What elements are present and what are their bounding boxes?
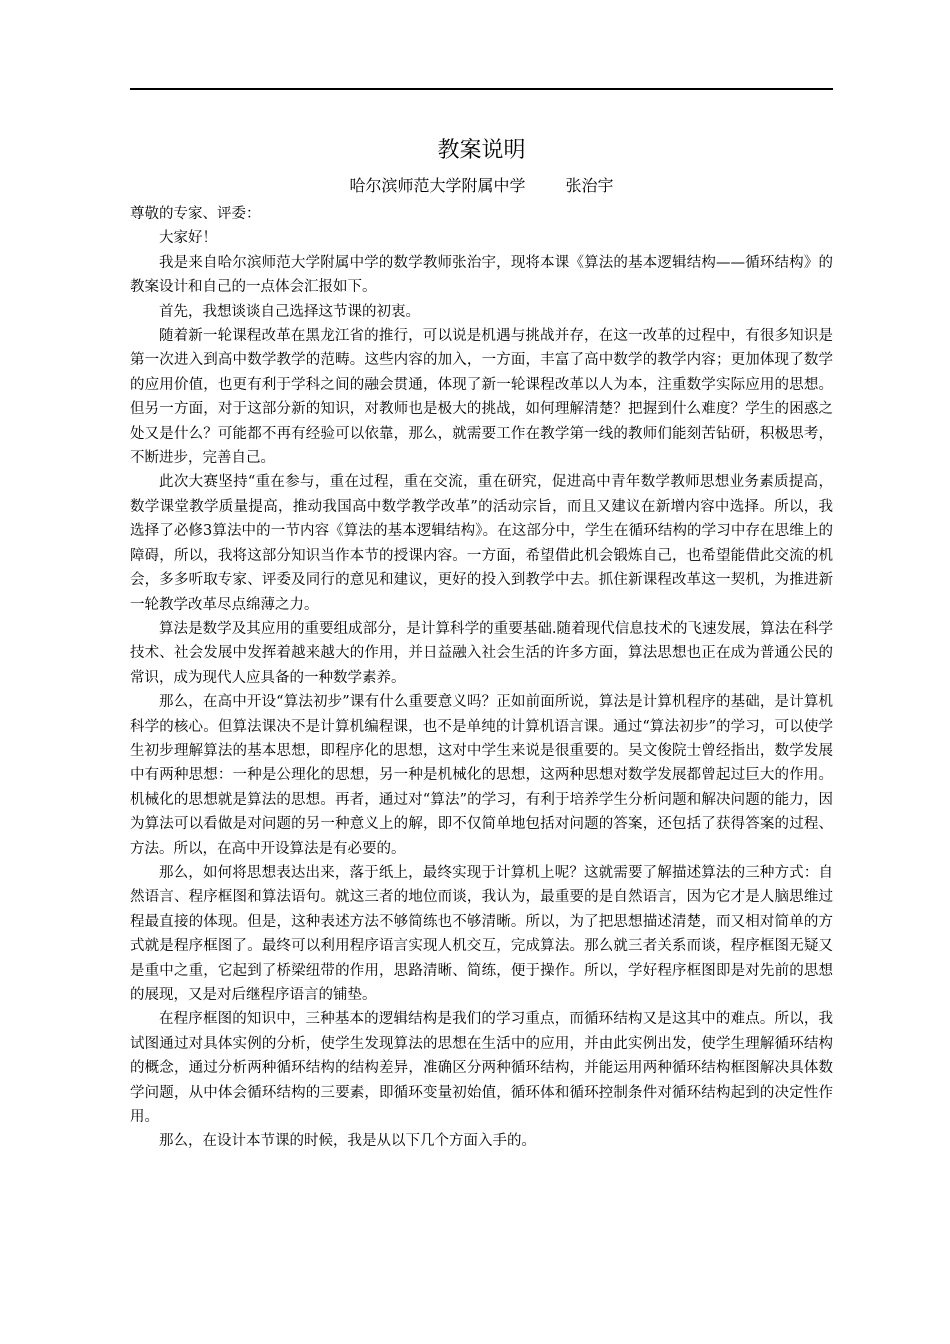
paragraph-greeting: 大家好！ (159, 230, 217, 247)
author-school: 哈尔滨师范大学附属中学 (349, 176, 526, 195)
paragraph-algorithm-importance: 算法是数学及其应用的重要组成部分，是计算科学的重要基础.随着现代信息技术的飞速发展，算法在科学技术、社会发展中发挥着越来越大的作用，并日益融入社会生活的许多方面，算法思想也正在成为普通公民的常识，成为现代人应具备的一种数学素养。 (130, 620, 833, 686)
header-rule (130, 88, 833, 90)
paragraph-loop-structure: 在程序框图的知识中，三种基本的逻辑结构是我们的学习重点，而循环结构又是这其中的难点。所以，我试图通过对具体实例的分析，使学生发现算法的思想在生活中的应用，并由此实例出发，使学生理解循环结构的概念，通过分析两种循环结构的结构差异，准确区分两种循环结构，并能运用两种循环结构框图解决具体数学问题，从中体会循环结构的三要素，即循环变量初始值，循环体和循环控制条件对循环结构起到的决定性作用。 (130, 1011, 833, 1126)
paragraph-course-significance: 那么，在高中开设“算法初步”课有什么重要意义吗？正如前面所说，算法是计算机程序的基础，是计算机科学的核心。但算法课决不是计算机编程课，也不是单纯的计算机语言课。通过“算法初步”的学习，可以使学生初步理解算法的基本思想，即程序化的思想，这对中学生来说是很重要的。吴文俊院士曾经指出，数学发展中有两种思想：一种是公理化的思想，另一种是机械化的思想，这两种思想对数学发展都曾起过巨大的作用。机械化的思想就是算法的思想。再者，通过对“算法”的学习，有利于培养学生分析问题和解决问题的能力，因为算法可以看做是对问题的另一种意义上的解，即不仅简单地包括对问题的答案，还包括了获得答案的过程、方法。所以，在高中开设算法是有必要的。 (130, 694, 833, 857)
salutation: 尊敬的专家、评委： (130, 206, 261, 222)
paragraph-representation-methods: 那么，如何将思想表达出来，落于纸上，最终实现于计算机上呢？这就需要了解描述算法的三种方式：自然语言、程序框图和算法语句。就这三者的地位而谈，我认为，最重要的是自然语言，因为它才是人脑思维过程最直接的体现。但是，这种表述方法不够简练也不够清晰。所以，为了把思想描述清楚，而又相对简单的方式就是程序框图了。最终可以利用程序语言实现人机交互，完成算法。那么就三者关系而谈，程序框图无疑又是重中之重，它起到了桥梁纽带的作用，思路清晰、简练，便于操作。所以，学好程序框图即是对先前的思想的展现，又是对后继程序语言的铺垫。 (130, 864, 833, 1003)
paragraph-motivation-lead: 首先，我想谈谈自己选择这节课的初衷。 (159, 303, 420, 320)
paragraph-introduction: 我是来自哈尔滨师范大学附属中学的数学教师张治宇，现将本课《算法的基本逻辑结构——循环结构》的教案设计和自己的一点体会汇报如下。 (130, 254, 833, 296)
document-title: 教案说明 (437, 138, 526, 163)
author-name: 张治宇 (565, 176, 614, 195)
author-line (0, 173, 950, 199)
paragraph-curriculum-reform: 随着新一轮课程改革在黑龙江省的推行，可以说是机遇与挑战并存，在这一改革的过程中，有很多知识是第一次进入到高中数学教学的范畴。这些内容的加入，一方面，丰富了高中数学的教学内容；更加体现了数学的应用价值，也更有利于学科之间的融会贯通，体现了新一轮课程改革以人为本，注重数学实际应用的思想。但另一方面，对于这部分新的知识，对教师也是极大的挑战，如何理解清楚？把握到什么难度？学生的困惑之处又是什么？可能都不再有经验可以依靠，那么，就需要工作在教学第一线的教师们能刻苦钻研，积极思考，不断进步，完善自己。 (130, 328, 833, 467)
paragraph-contest-purpose: 此次大赛坚持“重在参与，重在过程，重在交流，重在研究，促进高中青年数学教师思想业务素质提高，数学课堂教学质量提高，推动我国高中数学教学改革”的活动宗旨，而且又建议在新增内容中选择。所以，我选择了必修3算法中的一节内容《算法的基本逻辑结构》。在这部分中，学生在循环结构的学习中存在思维上的障碍，所以，我将这部分知识当作本节的授课内容。一方面，希望借此机会锻炼自己，也希望能借此交流的机会，多多听取专家、评委及同行的意见和建议，更好的投入到教学中去。抓住新课程改革这一契机，为推进新一轮教学改革尽点绵薄之力。 (130, 474, 833, 613)
document-body (130, 202, 833, 1154)
paragraph-design-lead: 那么，在设计本节课的时候，我是从以下几个方面入手的。 (159, 1133, 536, 1150)
